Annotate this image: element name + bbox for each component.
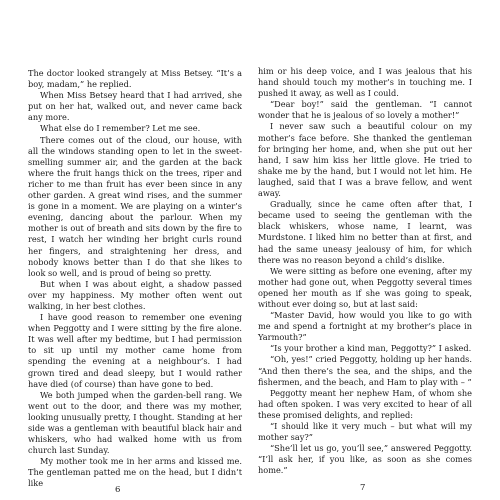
paragraph: I never saw such a beautiful colour on my mother’s face before. She thanked the gentleman for bringing her home, and, when she put out her hand, I saw him kiss her little glove. He tried to shake me by the hand, but I would not let him. He laughed, said that I was a brave fellow, and went away.: [258, 121, 472, 199]
paragraph: We both jumped when the garden-bell rang. We went out to the door, and there was my mother, looking unusually pretty, I thought. Standing at her side was a gentleman with beautiful black hair and whiskers, who had walked home with us from church last Sunday.: [28, 389, 242, 456]
paragraph: What else do I remember? Let me see.: [40, 123, 201, 134]
paragraph: My mother took me in her arms and kissed me. The gentleman patted me on the head, but I didn’t like: [28, 456, 242, 489]
paragraph: “I should like it very much – but what will my mother say?”: [258, 421, 472, 443]
paragraph: When Miss Betsey heard that I had arrived, she put on her hat, walked out, and never came back any more.: [28, 90, 242, 123]
paragraph: him or his deep voice, and I was jealous that his hand should touch my mother’s in touching me. I pushed it away, as well as I could.: [258, 66, 472, 99]
paragraph: “Oh, yes!” cried Peggotty, holding up her hands. “And then there’s the sea, and the ships, and the fishermen, and the beach, and Ham to play with – ”: [258, 354, 472, 387]
paragraph: Peggotty meant her nephew Ham, of whom she had often spoken. I was very excited to hear of all these promised delights, and replied:: [258, 387, 472, 420]
paragraph: Gradually, since he came often after that, I became used to seeing the gentleman with the black whiskers, whose name, I learnt, was Murdstone. I liked him no better than at first, and had the same uneasy jealousy of him, for which there was no reason beyond a child’s dislike.: [258, 199, 472, 265]
paragraph: “Master David, how would you like to go with me and spend a fortnight at my brother’s place in Yarmouth?”: [258, 310, 472, 343]
paragraph: “She’ll let us go, you’ll see,” answered Peggotty. “I’ll ask her, if you like, as soon as she comes home.”: [258, 443, 472, 476]
paragraph: But when I was about eight, a shadow passed over my happiness. My mother often went out walking, in her best clothes.: [28, 278, 242, 311]
paragraph: There comes out of the cloud, our house, with all the windows standing open to let in the sweet-smelling summer air, and the garden at the back where the fruit hangs thick on the trees, riper and richer to me than fruit has ever been since in any other garden. A great wind rises, and the summer is gone in a moment. We are playing on a winter’s evening, dancing about the parlour. When my mother is out of breath and sits down by the fire to rest, I watch her winding her bright curls round her fingers, and straightening her dress, and nobody knows better than I do that she likes to look so well, and is proud of being so pretty.: [28, 134, 242, 278]
paragraph: “Is your brother a kind man, Peggotty?” I asked.: [270, 343, 472, 354]
page-number-right: 7: [360, 483, 366, 493]
paragraph: I have good reason to remember one evening when Peggotty and I were sitting by the fire alone. It was well after my bedtime, but I had permission to sit up until my mother came home from spending the evening at a neighbour’s. I had grown tired and dead sleepy, but I would rather have died (of course) than have gone to bed.: [28, 312, 242, 389]
paragraph: “Dear boy!” said the gentleman. “I cannot wonder that he is jealous of so lovely a mother!”: [258, 99, 472, 121]
paragraph: We were sitting as before one evening, after my mother had gone out, when Peggotty several times opened her mouth as if she was going to speak, without ever doing so, but at last said:: [258, 265, 472, 309]
right-page: [258, 66, 472, 476]
paragraph: The doctor looked strangely at Miss Betsey. “It’s a boy, madam,” he replied.: [28, 68, 242, 90]
page-number-left: 6: [115, 485, 121, 495]
left-page: [28, 68, 242, 490]
